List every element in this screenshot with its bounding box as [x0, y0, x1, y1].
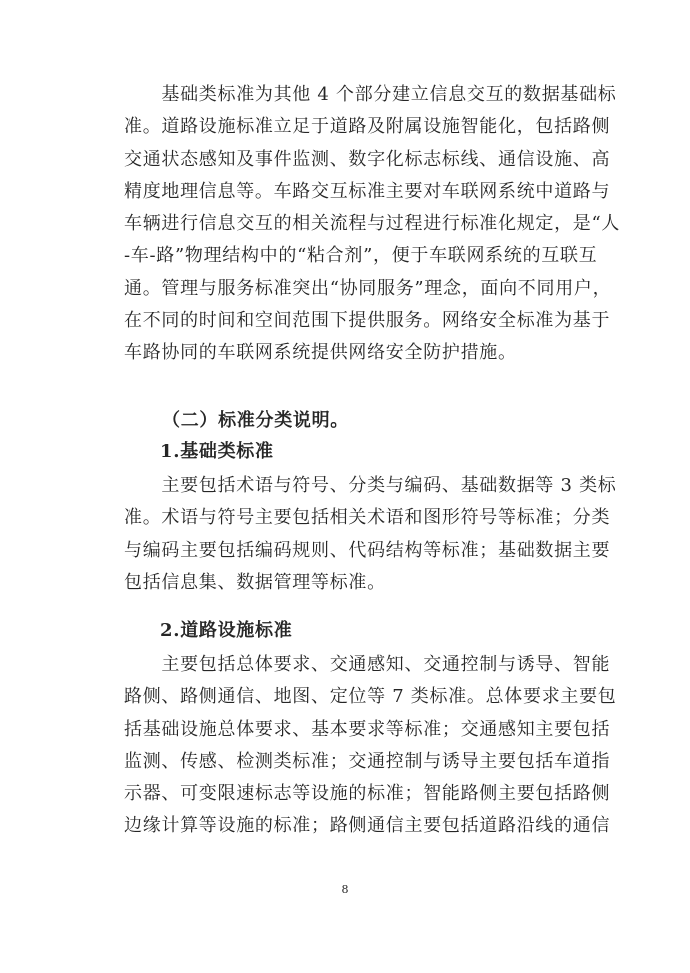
text-line: 车辆进行信息交互的相关流程与过程进行标准化规定，是“人 [124, 213, 621, 235]
paragraph-overview [124, 79, 621, 370]
text-line: 包括信息集、数据管理等标准。 [124, 571, 386, 593]
text-line: 主要包括总体要求、交通感知、交通控制与诱导、智能 [124, 654, 611, 675]
text-line: 与编码主要包括编码规则、代码结构等标准；基础数据主要 [124, 539, 611, 561]
text-line: 示器、可变限速标志等设施的标准；智能路侧主要包括路侧 [124, 783, 611, 805]
page-number: 8 [341, 883, 349, 896]
subsection-heading-road: 2.道路设施标准 [160, 620, 293, 641]
text-line: 基础类标准为其他 4 个部分建立信息交互的数据基础标 [124, 84, 617, 105]
paragraph-basic-standards [124, 470, 617, 599]
text-line: 在不同的时间和空间范围下提供服务。网络安全标准为基于 [124, 310, 611, 332]
text-line: 准。术语与符号主要包括相关术语和图形符号等标准；分类 [124, 507, 611, 529]
text-line: 准。道路设施标准立足于道路及附属设施智能化，包括路侧 [124, 116, 611, 138]
section-heading: （二）标准分类说明。 [162, 410, 349, 431]
text-line: 精度地理信息等。车路交互标准主要对车联网系统中道路与 [124, 180, 611, 202]
paragraph-road-standards [124, 649, 617, 843]
text-line: 边缘计算等设施的标准；路侧通信主要包括道路沿线的通信 [124, 815, 611, 837]
text-line: 监测、传感、检测类标准；交通控制与诱导主要包括车道指 [124, 750, 611, 772]
text-line: 主要包括术语与符号、分类与编码、基础数据等 3 类标 [124, 475, 617, 496]
text-line: 车路协同的车联网系统提供网络安全防护措施。 [124, 342, 517, 364]
text-line: 括基础设施总体要求、基本要求等标准；交通感知主要包括 [124, 718, 611, 740]
text-line: 路侧、路侧通信、地图、定位等 7 类标准。总体要求主要包 [124, 686, 617, 708]
text-line: 交通状态感知及事件监测、数字化标志标线、通信设施、高 [124, 148, 611, 170]
text-line: 通。管理与服务标准突出“协同服务”理念，面向不同用户， [124, 277, 612, 299]
subsection-heading-basic: 1.基础类标准 [160, 441, 274, 462]
text-line: -车-路”物理结构中的“粘合剂”，便于车联网系统的互联互 [124, 245, 598, 267]
